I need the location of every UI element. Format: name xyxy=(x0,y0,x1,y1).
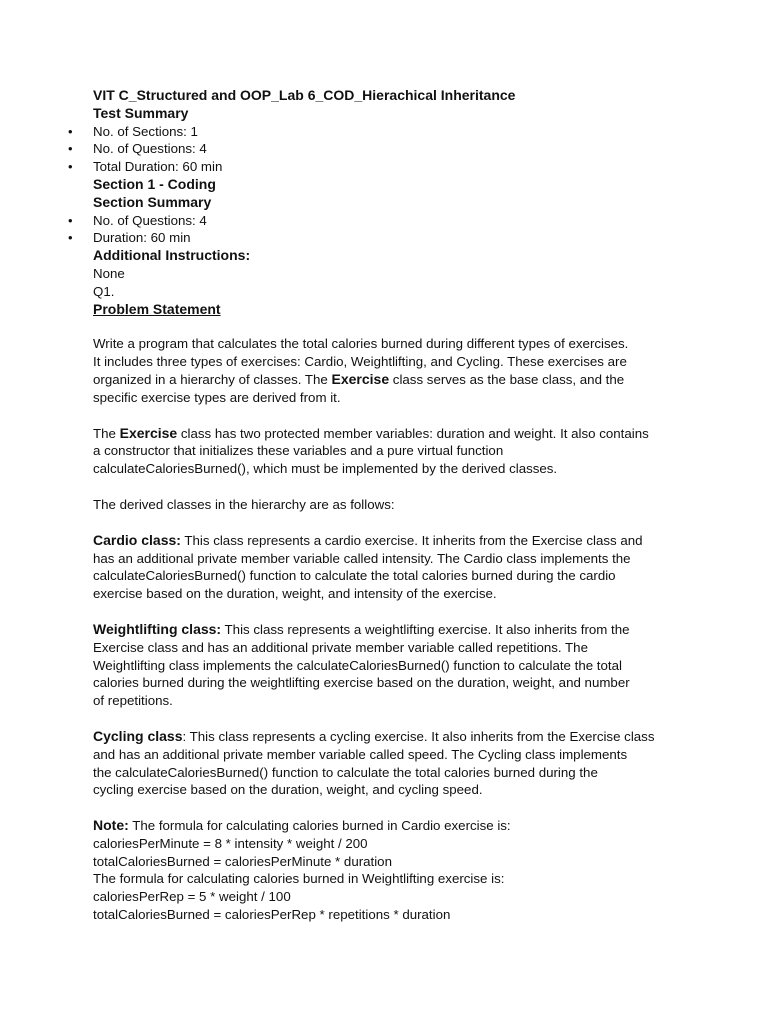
paragraph-line xyxy=(93,532,693,550)
list-item: • No. of Sections: 1 xyxy=(93,123,693,141)
paragraph-line: calculateCaloriesBurned(), which must be implemented by the derived classes. xyxy=(93,461,558,477)
list-item: • No. of Questions: 4 xyxy=(93,140,693,158)
paragraph-line: exercise based on the duration, weight, and intensity of the exercise. xyxy=(93,586,497,602)
cardio-paragraph xyxy=(93,532,693,603)
exercise-paragraph xyxy=(93,425,693,478)
paragraph-line: of repetitions. xyxy=(93,693,173,709)
formula-line: totalCaloriesBurned = caloriesPerRep * repetitions * duration xyxy=(93,907,451,923)
cycling-paragraph xyxy=(93,728,693,799)
formula-line: caloriesPerRep = 5 * weight / 100 xyxy=(93,889,291,905)
derived-intro-paragraph xyxy=(93,496,693,514)
formula-line: caloriesPerMinute = 8 * intensity * weight / 200 xyxy=(93,835,368,851)
paragraph-line: Exercise class and has an additional private member variable called repetitions. The xyxy=(93,639,588,655)
text-segment: organized in a hierarchy of classes. The xyxy=(93,371,332,387)
problem-statement-heading: Problem Statement xyxy=(93,300,221,317)
paragraph-line xyxy=(93,728,693,746)
list-item: • Duration: 60 min xyxy=(93,229,693,247)
intro-paragraph xyxy=(93,335,693,406)
paragraph-line: calories burned during the weightlifting exercise based on the duration, weight, and number xyxy=(93,675,630,691)
text-segment: : This class represents a cycling exercise. It also inherits from the Exercise class xyxy=(182,728,655,744)
paragraph-line xyxy=(93,371,693,389)
formula-line: totalCaloriesBurned = caloriesPerMinute * duration xyxy=(93,853,392,869)
paragraph-line xyxy=(93,425,693,443)
paragraph-line xyxy=(93,621,693,639)
text-segment: This class represents a weightlifting exercise. It also inherits from the xyxy=(221,621,630,637)
list-item: • Total Duration: 60 min xyxy=(93,158,693,176)
text-segment: The xyxy=(93,425,120,441)
weightlifting-paragraph xyxy=(93,621,693,710)
section-heading: Section 1 - Coding xyxy=(93,175,216,192)
test-summary-list xyxy=(93,123,693,176)
paragraph-line: It includes three types of exercises: Cardio, Weightlifting, and Cycling. These exercises are xyxy=(93,354,627,370)
text-segment: class has two protected member variables: duration and weight. It also contains xyxy=(177,425,649,441)
exercise-keyword: Exercise xyxy=(119,424,178,441)
additional-instructions-heading: Additional Instructions: xyxy=(93,247,251,264)
paragraph-line: the calculateCaloriesBurned() function to calculate the total calories burned during the xyxy=(93,764,598,780)
paragraph-line: and has an additional private member variable called speed. The Cycling class implements xyxy=(93,746,628,762)
paragraph-line: cycling exercise based on the duration, weight, and cycling speed. xyxy=(93,782,483,798)
cardio-class-label: Cardio class: xyxy=(93,531,181,548)
paragraph-line: The derived classes in the hierarchy are as follows: xyxy=(93,496,395,512)
paragraph-line: The formula for calculating calories burned in Weightlifting exercise is: xyxy=(93,871,505,887)
exercise-keyword: Exercise xyxy=(331,370,390,387)
paragraph-line: Write a program that calculates the total calories burned during different types of exercises. xyxy=(93,336,629,352)
test-summary-heading: Test Summary xyxy=(93,104,189,121)
document-page xyxy=(93,87,693,924)
text-segment: This class represents a cardio exercise. It inherits from the Exercise class and xyxy=(180,532,643,548)
cycling-class-label: Cycling class xyxy=(93,727,183,744)
text-segment: class serves as the base class, and the xyxy=(389,371,625,387)
list-item: • No. of Questions: 4 xyxy=(93,212,693,230)
section-summary-list xyxy=(93,212,693,248)
weightlifting-class-label: Weightlifting class: xyxy=(93,620,222,637)
document-title: VIT C_Structured and OOP_Lab 6_COD_Hierachical Inheritance xyxy=(93,87,516,103)
section-summary-heading: Section Summary xyxy=(93,193,212,210)
additional-instructions-value: None xyxy=(93,265,125,281)
question-label: Q1. xyxy=(93,283,115,299)
paragraph-line: has an additional private member variable called intensity. The Cardio class implements the xyxy=(93,550,631,566)
note-paragraph xyxy=(93,817,693,924)
paragraph-line: specific exercise types are derived from it. xyxy=(93,389,341,405)
paragraph-line xyxy=(93,817,693,835)
paragraph-line: a constructor that initializes these variables and a pure virtual function xyxy=(93,443,504,459)
text-segment: The formula for calculating calories burned in Cardio exercise is: xyxy=(128,818,511,834)
paragraph-line: calculateCaloriesBurned() function to calculate the total calories burned during the cardio xyxy=(93,568,616,584)
paragraph-line: Weightlifting class implements the calculateCaloriesBurned() function to calculate the total xyxy=(93,657,622,673)
note-label: Note: xyxy=(93,817,129,834)
